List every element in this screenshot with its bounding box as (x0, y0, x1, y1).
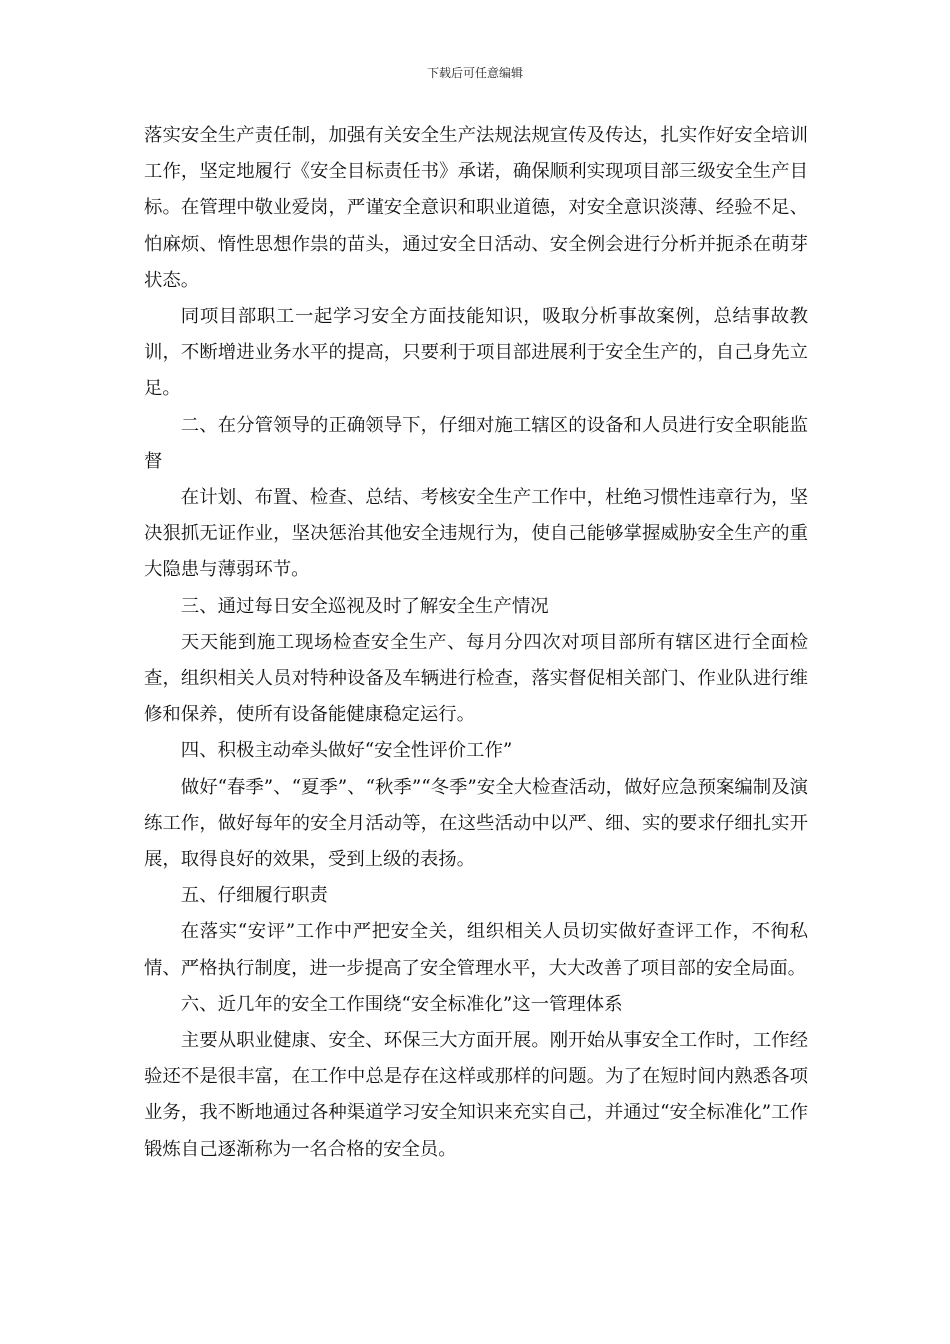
section-heading: 五、仔细履行职责 (180, 885, 328, 907)
paragraph: 主要从职业健康、安全、环保三大方面开展。刚开始从事安全工作时，工作经验还不是很丰富，在工作中总是存在这样或那样的问题。为了在短时间内熟悉各项业务，我不断地通过各种渠道学习安全知识来充实自己，并通过“安全标准化”工作锻炼自己逐渐称为一名合格的安全员。 (144, 1030, 808, 1160)
section-heading: 四、积极主动牵头做好“安全性评价工作” (180, 740, 513, 762)
page-header: 下载后可任意编辑 (426, 66, 523, 80)
paragraph: 同项目部职工一起学习安全方面技能知识，吸取分析事故案例，总结事故教训，不断增进业务水平的提高，只要利于项目部进展利于安全生产的，自己身先立足。 (144, 306, 808, 400)
paragraph: 在计划、布置、检查、总结、考核安全生产工作中，杜绝习惯性违章行为，坚决狠抓无证作业，坚决惩治其他安全违规行为，使自己能够掌握威胁安全生产的重大隐患与薄弱环节。 (144, 487, 808, 581)
section-heading: 二、在分管领导的正确领导下，仔细对施工辖区的设备和人员进行安全职能监督 (144, 414, 808, 472)
paragraph: 落实安全生产责任制，加强有关安全生产法规法规宣传及传达，扎实作好安全培训工作，坚定地履行《安全目标责任书》承诺，确保顺利实现项目部三级安全生产目标。在管理中敬业爱岗，严谨安全意识和职业道德，对安全意识淡薄、经验不足、怕麻烦、惰性思想作祟的苗头，通过安全日活动、安全例会进行分析并扼杀在萌芽状态。 (144, 125, 808, 291)
paragraph: 做好“春季”、“夏季”、“秋季”“冬季”安全大检查活动，做好应急预案编制及演练工作，做好每年的安全月活动等，在这些活动中以严、细、实的要求仔细扎实开展，取得良好的效果，受到上级的表扬。 (144, 776, 808, 871)
section-heading: 六、近几年的安全工作围绕“安全标准化”这一管理体系 (180, 993, 623, 1015)
section-heading: 三、通过每日安全巡视及时了解安全生产情况 (180, 595, 549, 617)
document-body (144, 118, 808, 1168)
paragraph: 天天能到施工现场检查安全生产、每月分四次对项目部所有辖区进行全面检查，组织相关人员对特种设备及车辆进行检查，落实督促相关部门、作业队进行维修和保养，使所有设备能健康稳定运行。 (144, 631, 808, 726)
paragraph: 在落实“安评”工作中严把安全关，组织相关人员切实做好查评工作，不徇私情、严格执行制度，进一步提高了安全管理水平，大大改善了项目部的安全局面。 (144, 921, 808, 979)
